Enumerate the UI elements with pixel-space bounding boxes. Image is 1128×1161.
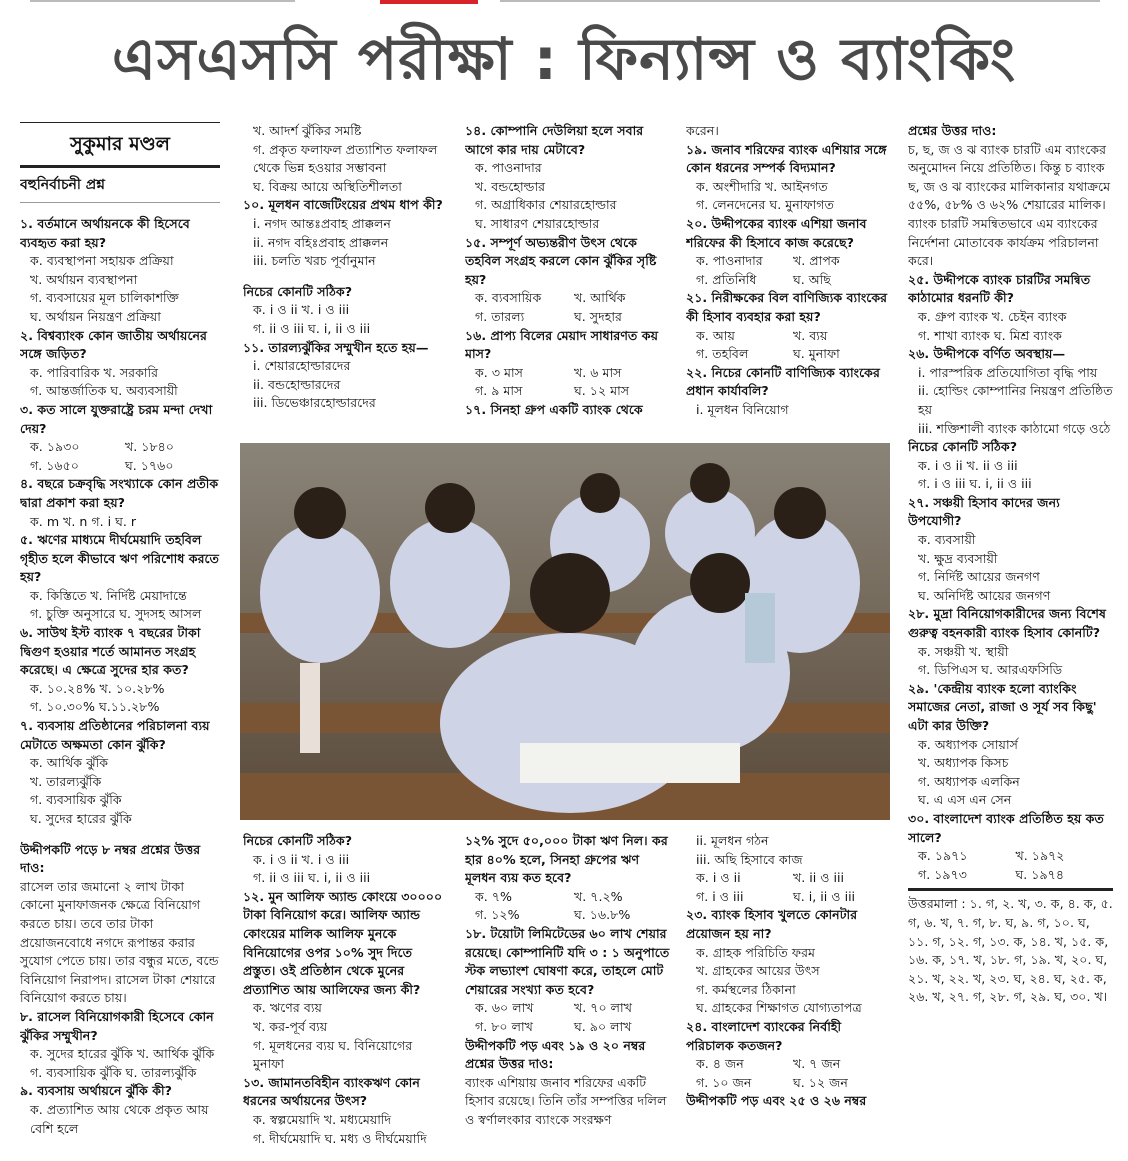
option-b: খ. প্রাপক xyxy=(793,253,840,269)
option: i. পারস্পরিক প্রতিযোগিতা বৃদ্ধি পায় xyxy=(918,364,1098,380)
option: iii. অছি হিসাবে কাজ xyxy=(696,851,803,867)
question: নিচের কোনটি সঠিক? xyxy=(908,439,1017,455)
option: ক. i ও ii খ. ii ও iii xyxy=(918,457,1018,473)
question: ৮. রাসেল বিনিয়োগকারী হিসেবে কোন ঝুঁকির সম্মুখীন? xyxy=(20,1008,214,1043)
option: গ. ব্যবসায়িক ঝুঁকি xyxy=(30,792,122,808)
option: ii. বন্ডহোল্ডারদের xyxy=(253,376,341,392)
option-b: ঘ. অছি xyxy=(793,271,831,287)
option-b: ঘ. ৯০ লাখ xyxy=(574,1018,632,1034)
option: ক. গ্রাহক পরিচিতি ফরম xyxy=(696,944,815,960)
option: গ. অধ্যাপক এলকিন xyxy=(918,773,1020,789)
option: গ. ডিপিএস ঘ. আরএফসিডি xyxy=(918,662,1063,678)
option: ক. সুদের হারের ঝুঁকি খ. আর্থিক ঝুঁকি xyxy=(30,1046,215,1062)
question: ১৩. জামানতবিহীন ব্যাংকঋণ কোন ধরনের অর্থায়নের উৎস? xyxy=(243,1074,420,1109)
option-a: গ. ১৯৭৩ xyxy=(918,866,967,882)
option: ঘ. এ এস এন সেন xyxy=(918,792,1012,808)
option-a: গ. ১০ জন xyxy=(696,1074,752,1090)
option-a: ক. ব্যবসায়িক xyxy=(475,290,542,306)
option: ক. m খ. n গ. i ঘ. r xyxy=(30,513,137,529)
option: ক. i ও ii খ. i ও iii xyxy=(253,851,350,867)
question: প্রশ্নের উত্তর দাও: xyxy=(908,123,997,138)
question: ২৬. উদ্দীপকে বর্ণিত অবস্থায়— xyxy=(908,346,1066,362)
option-b: খ. ৭ জন xyxy=(793,1056,841,1072)
question: ৫. ঋণের মাধ্যমে দীর্ঘমেয়াদি তহবিল গৃহীত হলে কীভাবে ঋণ পরিশোধ করতে হয়? xyxy=(20,532,220,585)
option: ক. ব্যবস্থাপনা সহায়ক প্রক্রিয়া xyxy=(30,253,174,269)
option: ক. পারিবারিক খ. সরকারি xyxy=(30,364,159,380)
question: ২৫. উদ্দীপকে ব্যাংক চারটির সমন্বিত কাঠামোর ধরনটি কী? xyxy=(908,271,1091,306)
option-b: ঘ. ১৯৭৪ xyxy=(1015,866,1064,882)
option-a: ক. ৬০ লাখ xyxy=(475,1000,534,1016)
question: ১৮. টয়োটা লিমিটেডের ৬০ লাখ শেয়ার রয়েছে। কোম্পানিটি যদি ৩ : ১ অনুপাতে স্টক লভ্যাংশ ঘোষণা করে, তাহলে মোট শেয়ারের সংখ্যা কত হবে? xyxy=(465,925,670,997)
question: ৩০. বাংলাদেশ ব্যাংক প্রতিষ্ঠিত হয় কত সালে? xyxy=(908,810,1104,845)
option: গ. ব্যবসায়িক ঝুঁকি ঘ. তারল্যঝুঁকি xyxy=(30,1064,197,1080)
option-pair xyxy=(20,457,220,476)
column-4-top xyxy=(686,122,890,440)
question: ২৮. মুদ্রা বিনিয়োগকারীদের জন্য বিশেষ গুরুত্ব বহনকারী ব্যাংক হিসাব কোনটি? xyxy=(908,606,1106,641)
option: ক. কিস্তিতে খ. নির্দিষ্ট মেয়াদান্তে xyxy=(30,587,187,603)
option-pair xyxy=(686,869,890,888)
passage: চ, ছ, জ ও ঝ ব্যাংক চারটি এম ব্যাংকের অনুমোদন নিয়ে প্রতিষ্ঠিত। কিন্তু চ ব্যাংক ছ, জ ও ঝ ব্যাংকের মালিকানার যথাক্রমে ৫৫%, ৫৮% ও ৬২% শেয়ারের মালিক। ব্যাংক চারটি সমন্বিতভাবে এম ব্যাংকের নির্দেশনা মোতাবেক কার্যক্রম পরিচালনা করে। xyxy=(908,141,1111,269)
option-a: ক. ৩ মাস xyxy=(475,364,523,380)
option: ক. স্বল্পমেয়াদি খ. মধ্যমেয়াদি xyxy=(253,1111,392,1127)
option-pair xyxy=(465,906,673,925)
option-b: খ. ৭০ লাখ xyxy=(574,1000,632,1016)
option-b: খ. ১৯৭২ xyxy=(1015,848,1065,864)
option: খ. তারল্যঝুঁকি xyxy=(30,773,102,789)
option: i. নগদ আন্তঃপ্রবাহ প্রাক্কলন xyxy=(253,215,391,231)
option-a: ক. পাওনাদার xyxy=(696,253,763,269)
option-pair xyxy=(686,327,890,346)
option-pair xyxy=(465,888,673,907)
option: ক. আর্থিক ঝুঁকি xyxy=(30,755,109,771)
question: ৩. কত সালে যুক্তরাষ্ট্রে চরম মন্দা দেখা দেয়? xyxy=(20,401,213,436)
option-a: ক. ৭% xyxy=(475,888,512,904)
option-a: গ. ৮০ লাখ xyxy=(475,1018,533,1034)
option: খ. কর-পূর্ব ব্যয় xyxy=(253,1018,328,1034)
question: ২৩. ব্যাংক হিসাব খুলতে কোনটার প্রয়োজন হয় না? xyxy=(686,907,858,941)
question: ৪. বছরে চক্রবৃদ্ধি সংখ্যাকে কোন প্রতীক দ্বারা প্রকাশ করা হয়? xyxy=(20,476,219,510)
option-b: ঘ. ১২ মাস xyxy=(574,383,630,399)
question: উদ্দীপকটি পড় এবং ১৯ ও ২০ নম্বর প্রশ্নের উত্তর দাও: xyxy=(465,1037,646,1072)
option-pair xyxy=(20,438,220,457)
option-a: ক. ১৯৩০ xyxy=(30,439,80,455)
question: ১২. মুন আলিফ অ্যান্ড কোংয়ে ৩০০০০ টাকা বিনিয়োগ করে। আলিফ অ্যান্ড কোংয়ের মালিক আলিফ মুনকে বিনিয়োগের ওপর ১০% সুদ দিতে প্রস্তুত। ওই প্রতিষ্ঠান থেকে মুনের প্রত্যাশিত আয় আলিফের জন্য কী? xyxy=(243,888,443,997)
option: ক. পাওনাদার xyxy=(475,160,542,176)
option: ক. ঋণের ব্যয় xyxy=(253,1000,322,1016)
students-photo-illustration xyxy=(240,443,890,820)
option: গ. লেনদেনের ঘ. মুনাফাগত xyxy=(696,197,834,213)
spacer xyxy=(20,829,220,841)
column-4-bottom xyxy=(686,832,890,1157)
option-b: খ. আর্থিক xyxy=(574,290,626,306)
option-b: ঘ. ১২ জন xyxy=(793,1074,848,1090)
option: ঘ. সাধারণ শেয়ারহোল্ডার xyxy=(475,215,600,231)
question: ১৫. সম্পূর্ণ অভ্যন্তরীণ উৎস থেকে তহবিল সংগ্রহ করলে কোন ঝুঁকির সৃষ্টি হয়? xyxy=(465,234,657,287)
option: গ. অগ্রাধিকার শেয়ারহোল্ডার xyxy=(475,197,617,213)
question: ৯. ব্যবসায় অর্থায়নে ঝুঁকি কী? xyxy=(20,1083,172,1099)
option-a: গ. ১৬৫০ xyxy=(30,457,79,473)
option-b: খ. ১৮৪০ xyxy=(125,439,174,455)
option: ii. মূলধন গঠন xyxy=(696,833,769,848)
page-headline: এসএসসি পরীক্ষা : ফিন্যান্স ও ব্যাংকিং xyxy=(111,25,1017,93)
column-2-top xyxy=(243,122,443,440)
option: খ. অর্থায়ন ব্যবস্থাপনা xyxy=(30,271,138,287)
option-b: ঘ. সুদহার xyxy=(574,308,622,324)
option: ক. অংশীদারি খ. আইনগত xyxy=(696,178,828,194)
option-a: গ. তহবিল xyxy=(696,346,749,362)
section-heading: বহুনির্বাচনী প্রশ্ন xyxy=(20,168,220,203)
option: খ. বন্ডহোল্ডার xyxy=(475,178,546,194)
exam-hall-photo xyxy=(240,443,890,820)
question: ২৯. 'কেন্দ্রীয় ব্যাংক হলো ব্যাংকিং সমাজের নেতা, রাজা ও সূর্য সব কিছু' এটা কার উক্তি? xyxy=(908,680,1097,733)
option: iii. চলতি খরচ পূর্বানুমান xyxy=(253,253,376,269)
option: খ. ক্ষুদ্র ব্যবসায়ী xyxy=(918,550,998,566)
option-b: খ. ৭.২% xyxy=(574,888,623,904)
question: ১৬. প্রাপ্য বিলের মেয়াদ সাধারণত কয় মাস? xyxy=(465,327,658,362)
option: গ. ব্যবসায়ের মূল চালিকাশক্তি xyxy=(30,290,179,306)
option-b: ঘ. মুনাফা xyxy=(793,346,840,362)
option: ঘ. সুদের হারের ঝুঁকি xyxy=(30,811,132,826)
option: গ. কর্মস্থলের ঠিকানা xyxy=(696,981,796,997)
question: ২২. নিচের কোনটি বাণিজ্যিক ব্যাংকের প্রধান কার্যাবলি? xyxy=(686,364,880,399)
option: গ. ii ও iii ঘ. i, ii ও iii xyxy=(253,870,371,886)
option-b: খ. ii ও iii xyxy=(793,870,845,886)
option: ক. ব্যবসায়ী xyxy=(918,532,976,548)
option-pair xyxy=(686,252,890,271)
column-5 xyxy=(908,122,1113,1157)
question: ২৭. সঞ্চয়ী হিসাব কাদের জন্য উপযোগী? xyxy=(908,494,1060,529)
option: iii. ডিভেঞ্চারহোল্ডারদের xyxy=(253,395,376,411)
option: ক. অধ্যাপক সোয়ার্স xyxy=(918,736,1018,752)
option: ঘ. অর্থায়ন নিয়ন্ত্রণ প্রক্রিয়া xyxy=(30,308,161,324)
question: ২১. নিরীক্ষকের বিল বাণিজ্যিক ব্যাংকের কী হিসাব ব্যবহার করা হয়? xyxy=(686,290,888,324)
option: খ. আদর্শ ঝুঁকির সমষ্টি xyxy=(253,123,362,138)
option-a: গ. প্রতিনিধি xyxy=(696,271,757,287)
option-a: গ. ৯ মাস xyxy=(475,383,523,399)
option-pair xyxy=(908,847,1113,866)
option-a: ক. ৪ জন xyxy=(696,1056,744,1072)
option-pair xyxy=(465,308,673,327)
option: ঘ. বিক্রয় আয়ে অস্থিতিশীলতা xyxy=(253,178,402,194)
question: ২০. উদ্দীপকের ব্যাংক এশিয়া জনাব শরিফের কী হিসাবে কাজ করেছে? xyxy=(686,215,867,250)
option: গ. ১০.৩০% ঘ.১১.২৮% xyxy=(30,699,160,715)
option-pair xyxy=(465,382,673,401)
option-a: গ. তারল্য xyxy=(475,308,525,324)
option: গ. দীর্ঘমেয়াদি ঘ. মধ্য ও দীর্ঘমেয়াদি xyxy=(253,1130,427,1146)
option: i. মূলধন বিনিয়োগ xyxy=(696,401,789,417)
option-a: ক. আয় xyxy=(696,327,735,343)
option-b: ঘ. i, ii ও iii xyxy=(793,888,856,904)
passage: করেন। xyxy=(686,123,719,138)
spacer xyxy=(243,271,443,283)
option: ক. গ্রুপ ব্যাংক খ. চেইন ব্যাংক xyxy=(918,308,1067,324)
question: ১২% সুদে ৫০,০০০ টাকা ঋণ নিল। কর হার ৪০% হলে, সিনহা গ্রুপের ঋণ মূলধন ব্যয় কত হবে? xyxy=(465,833,668,886)
option: গ. শাখা ব্যাংক ঘ. মিশ্র ব্যাংক xyxy=(918,327,1062,343)
option-a: ক. i ও ii xyxy=(696,870,741,886)
option-pair xyxy=(686,345,890,364)
option: গ. i ও iii ঘ. i, ii ও iii xyxy=(918,476,1032,492)
option-pair xyxy=(465,364,673,383)
option: ii. হোল্ডিং কোম্পানির নিয়ন্ত্রণ প্রতিষ্ঠিত হয় xyxy=(918,383,1113,417)
option-pair xyxy=(465,999,673,1018)
option-b: খ. ব্যয় xyxy=(793,327,828,343)
answer-key: উত্তরমালা : ১. গ, ২. খ, ৩. ক, ৪. ক, ৫. গ, ৬. খ, ৭. গ, ৮. ঘ, ৯. গ, ১০. ঘ, ১১. গ, ১২. গ, ১৩. ক, ১৪. খ, ১৫. ক, ১৬. ক, ১৭. খ, ১৮. গ, ১৯. খ, ২০. ঘ, ২১. খ, ২২. খ, ২৩. ঘ, ২৪. ঘ, ২৫. ক, ২৬. খ, ২৭. গ, ২৮. গ, ২৯. ঘ, ৩০. খ। xyxy=(908,888,1113,1007)
option: গ. মূলধনের ব্যয় ঘ. বিনিয়োগের মুনাফা xyxy=(253,1037,413,1072)
option: গ. নির্দিষ্ট আয়ের জনগণ xyxy=(918,569,1040,585)
option-a: ক. ১৯৭১ xyxy=(918,848,968,864)
question: ৭. ব্যবসায় প্রতিষ্ঠানের পরিচালনা ব্যয় মেটাতে অক্ষমতা কোন ঝুঁকি? xyxy=(20,718,210,752)
option: ক. সঞ্চয়ী খ. স্থায়ী xyxy=(918,643,1009,659)
option-pair xyxy=(686,888,890,907)
question: ১১. তারল্যঝুঁকির সম্মুখীন হতে হয়— xyxy=(243,339,429,355)
option: গ. চুক্তি অনুসারে ঘ. সুদসহ আসল xyxy=(30,606,202,622)
passage: রাসেল তার জমানো ২ লাখ টাকা কোনো মুনাফাজনক ক্ষেত্রে বিনিয়োগ করতে চায়। তবে তার টাকা প্রয়োজনবোধে নগদে রূপান্তর করার সুযোগ পেতে চায়। তার বন্ধুর মতে, বন্ডে বিনিয়োগ নিরাপদ। রাসেল টাকা শেয়ারে বিনিয়োগ করতে চায়। xyxy=(20,878,219,1006)
option-a: গ. i ও iii xyxy=(696,888,744,904)
option: ক. ১০.২৪% খ. ১০.২৮% xyxy=(30,680,165,696)
option: ঘ. অনির্দিষ্ট আয়ের জনগণ xyxy=(918,587,1051,603)
option: গ. আন্তর্জাতিক ঘ. অব্যবসায়ী xyxy=(30,383,178,399)
option-b: খ. ৬ মাস xyxy=(574,364,622,380)
question: ২৪. বাংলাদেশ ব্যাংকের নির্বাহী পরিচালক কতজন? xyxy=(686,1018,842,1053)
option-b: ঘ. ১৭৬০ xyxy=(125,457,174,473)
column-3-bottom xyxy=(465,832,673,1157)
option: গ. প্রকৃত ফলাফল প্রত্যাশিত ফলাফল থেকে ভিন্ন হওয়ার সম্ভাবনা xyxy=(253,141,438,176)
option-a: গ. ১২% xyxy=(475,907,520,923)
top-rule xyxy=(0,0,1128,6)
question: নিচের কোনটি সঠিক? xyxy=(243,833,352,848)
option: ঘ. গ্রাহকের শিক্ষাগত যোগ্যতাপত্র xyxy=(696,1000,862,1016)
option: i. শেয়ারহোল্ডারদের xyxy=(253,358,351,374)
passage: ব্যাংক এশিয়ায় জনাব শরিফের একটি হিসাব রয়েছে। তিনি তাঁর সম্পত্তির দলিল ও স্বর্ণালংকার ব্যাংকে সংরক্ষণ xyxy=(465,1074,667,1127)
author-byline: সুকুমার মণ্ডল xyxy=(20,122,220,168)
column-2-bottom xyxy=(243,832,443,1157)
option-pair xyxy=(908,866,1113,885)
option: ii. নগদ বহিঃপ্রবাহ প্রাক্কলন xyxy=(253,234,389,250)
option: ক. i ও ii খ. i ও iii xyxy=(253,302,350,318)
question: ১৭. সিনহা গ্রুপ একটি ব্যাংক থেকে xyxy=(465,401,643,417)
question: উদ্দীপকটি পড় এবং ২৫ ও ২৬ নম্বর xyxy=(686,1093,867,1109)
option: গ. ii ও iii ঘ. i, ii ও iii xyxy=(253,320,371,336)
question: ২. বিশ্বব্যাংক কোন জাতীয় অর্থায়নের সঙ্গে জড়িত? xyxy=(20,327,207,362)
question: ১৪. কোম্পানি দেউলিয়া হলে সবার আগে কার দায় মেটাবে? xyxy=(465,123,644,157)
question: ৬. সাউথ ইস্ট ব্যাংক ৭ বছরের টাকা দ্বিগুণ হওয়ার শর্তে আমানত সংগ্রহ করেছে। এ ক্ষেত্রে সুদের হার কত? xyxy=(20,625,201,678)
option: iii. শক্তিশালী ব্যাংক কাঠামো গড়ে ওঠে xyxy=(918,420,1111,436)
column-1 xyxy=(20,122,220,1157)
option-b: ঘ. ১৬.৮% xyxy=(574,907,631,923)
question: ১৯. জনাব শরিফের ব্যাংক এশিয়ার সঙ্গে কোন ধরনের সম্পর্ক বিদ্যমান? xyxy=(686,141,887,176)
option: ক. প্রত্যাশিত আয় থেকে প্রকৃত আয় বেশি হলে xyxy=(30,1101,209,1136)
question: ১০. মূলধন বাজেটিংয়ের প্রথম ধাপ কী? xyxy=(243,197,443,213)
question: ১. বর্তমানে অর্থায়নকে কী হিসেবে ব্যবহৃত করা হয়? xyxy=(20,216,190,250)
option-pair xyxy=(686,1074,890,1093)
option-pair xyxy=(686,1055,890,1074)
option: খ. গ্রাহকের আয়ের উৎস xyxy=(696,963,820,979)
question: উদ্দীপকটি পড়ে ৮ নম্বর প্রশ্নের উত্তর দাও: xyxy=(20,841,201,876)
option-pair xyxy=(686,271,890,290)
question: নিচের কোনটি সঠিক? xyxy=(243,283,352,299)
column-3-top xyxy=(465,122,673,440)
option: খ. অধ্যাপক কিসচ xyxy=(918,755,1009,771)
option-pair xyxy=(465,289,673,308)
option-pair xyxy=(465,1018,673,1037)
